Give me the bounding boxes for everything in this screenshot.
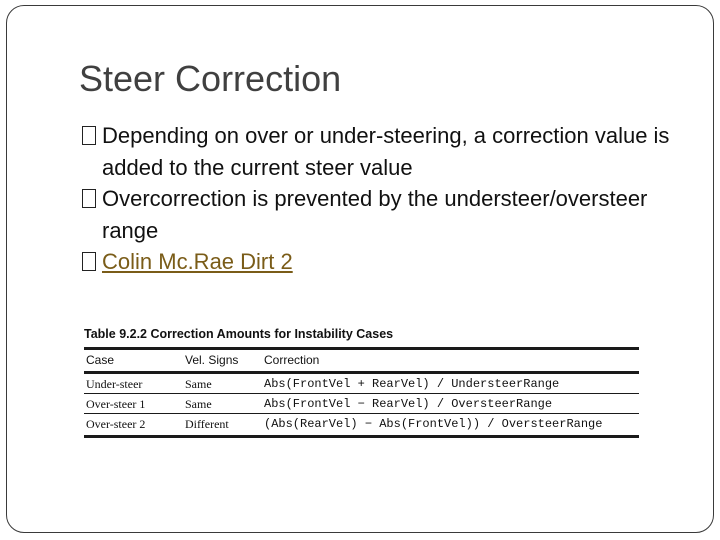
bullet-list — [82, 120, 692, 278]
table-caption: Table 9.2.2 Correction Amounts for Instability Cases — [84, 327, 394, 341]
cell-case: Under-steer — [86, 377, 143, 391]
cell-case: Over-steer 2 — [86, 417, 146, 431]
table-row — [84, 414, 639, 433]
bullet-text: Depending on over or under-steering, a correction value is added to the current steer value — [102, 123, 670, 180]
bullet-box-icon — [82, 252, 96, 271]
table-bottom-rule — [84, 435, 639, 438]
table-header-row — [84, 350, 639, 369]
cell-vel-signs: Same — [185, 377, 212, 391]
slide-title: Steer Correction — [79, 58, 342, 99]
cell-correction: (Abs(RearVel) − Abs(FrontVel)) / OversteerRange — [264, 417, 603, 431]
colin-mcrae-dirt2-link[interactable]: Colin Mc.Rae Dirt 2 — [102, 249, 293, 274]
correction-table — [84, 327, 639, 438]
bullet-box-icon — [82, 189, 96, 208]
bullet-text: Overcorrection is prevented by the understeer/oversteer range — [102, 186, 648, 243]
table-row — [84, 374, 639, 393]
bullet-item — [82, 246, 692, 278]
header-case: Case — [86, 353, 115, 367]
table-row — [84, 394, 639, 413]
bullet-item — [82, 120, 692, 183]
cell-correction: Abs(FrontVel − RearVel) / OversteerRange — [264, 397, 553, 411]
header-vel-signs: Vel. Signs — [185, 353, 239, 367]
cell-case: Over-steer 1 — [86, 397, 146, 411]
cell-vel-signs: Same — [185, 397, 212, 411]
bullet-item — [82, 183, 692, 246]
bullet-box-icon — [82, 126, 96, 145]
cell-vel-signs: Different — [185, 417, 229, 431]
cell-correction: Abs(FrontVel + RearVel) / UndersteerRange — [264, 377, 560, 391]
header-correction: Correction — [264, 353, 320, 367]
